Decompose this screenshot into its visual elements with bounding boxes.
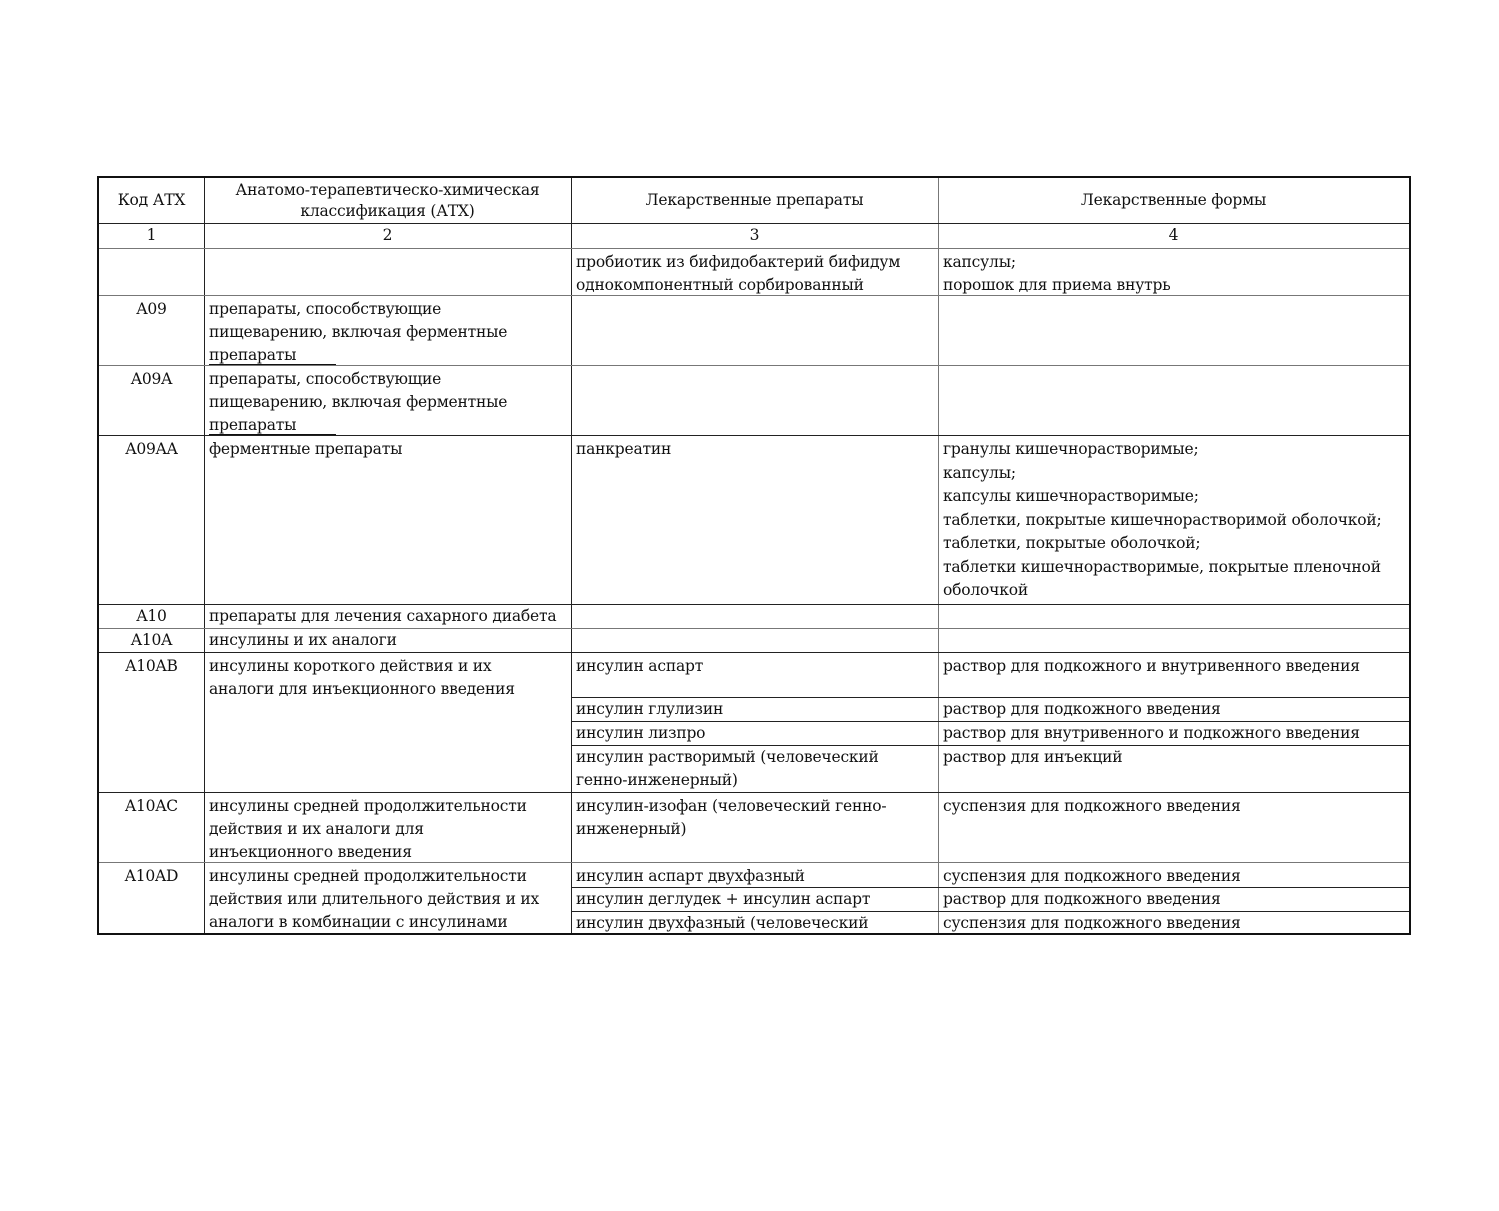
drug-form: раствор для подкожного введения <box>943 890 1221 908</box>
atc-description: инсулины короткого действия и их аналоги для инъекционного введения <box>209 657 515 698</box>
atc-description-tail: препараты <box>209 416 336 435</box>
column-number: 3 <box>749 226 760 244</box>
header-forms: Лекарственные формы <box>1080 191 1267 209</box>
atc-code: A10A <box>130 631 173 649</box>
drug-form: раствор для инъекций <box>943 748 1123 766</box>
drug-name: инсулин аспарт двухфазный <box>576 867 805 885</box>
drug-form: суспензия для подкожного введения <box>943 914 1241 932</box>
atc-description <box>204 366 571 439</box>
drug-form: капсулы; порошок для приема внутрь <box>943 253 1171 294</box>
atc-description-main: препараты, способствующие пищеварению, включая ферментные <box>209 300 508 341</box>
drug-classification-table <box>97 176 1411 935</box>
drug-name: инсулин глулизин <box>576 700 724 718</box>
atc-description: препараты для лечения сахарного диабета <box>209 607 557 625</box>
atc-description-tail: препараты <box>209 346 336 365</box>
atc-description: инсулины средней продолжительности действия или длительного действия и их аналоги в комбинации с инсулинами <box>209 867 540 931</box>
atc-code: A09 <box>136 300 167 318</box>
drug-form: раствор для внутривенного и подкожного введения <box>943 724 1360 742</box>
drug-name: панкреатин <box>576 440 672 458</box>
drug-name: инсулин аспарт <box>576 657 704 675</box>
header-drugs: Лекарственные препараты <box>645 191 864 209</box>
atc-code: A09AA <box>125 440 178 458</box>
header-atc: Анатомо-терапевтическо-химическая классификация (АТХ) <box>235 180 540 220</box>
drug-form: раствор для подкожного введения <box>943 700 1221 718</box>
atc-description <box>204 296 571 369</box>
atc-description: инсулины и их аналоги <box>209 631 397 649</box>
atc-code: A10AC <box>125 797 178 815</box>
column-number: 1 <box>146 226 157 244</box>
drug-form: гранулы кишечнорастворимые; капсулы; капсулы кишечнорастворимые; таблетки, покрытые кишечнорастворимой оболочкой; таблетки, покрытые оболочкой; таблетки кишечнорастворимые, покрытые пленочной оболочкой <box>943 440 1382 599</box>
drug-form: суспензия для подкожного введения <box>943 797 1241 815</box>
atc-code: A10AB <box>125 657 178 675</box>
drug-name: инсулин двухфазный (человеческий <box>576 914 869 932</box>
drug-name: инсулин-изофан (человеческий генно- инженерный) <box>576 797 887 838</box>
atc-description: ферментные препараты <box>209 440 403 458</box>
atc-description-main: препараты, способствующие пищеварению, включая ферментные <box>209 370 508 411</box>
atc-code: A09A <box>130 370 173 388</box>
header-code: Код АТХ <box>117 191 186 209</box>
drug-name: инсулин лизпро <box>576 724 706 742</box>
drug-form: раствор для подкожного и внутривенного введения <box>943 657 1360 675</box>
atc-code: A10AD <box>124 867 179 885</box>
atc-description: инсулины средней продолжительности действия и их аналоги для инъекционного введения <box>209 797 527 861</box>
drug-name: пробиотик из бифидобактерий бифидум однокомпонентный сорбированный <box>576 253 901 294</box>
atc-code: A10 <box>136 607 167 625</box>
drug-form: суспензия для подкожного введения <box>943 867 1241 885</box>
drug-name: инсулин деглудек + инсулин аспарт <box>576 890 871 908</box>
column-number: 2 <box>382 226 393 244</box>
drug-name: инсулин растворимый (человеческий генно-инженерный) <box>576 748 879 789</box>
column-number: 4 <box>1168 226 1179 244</box>
